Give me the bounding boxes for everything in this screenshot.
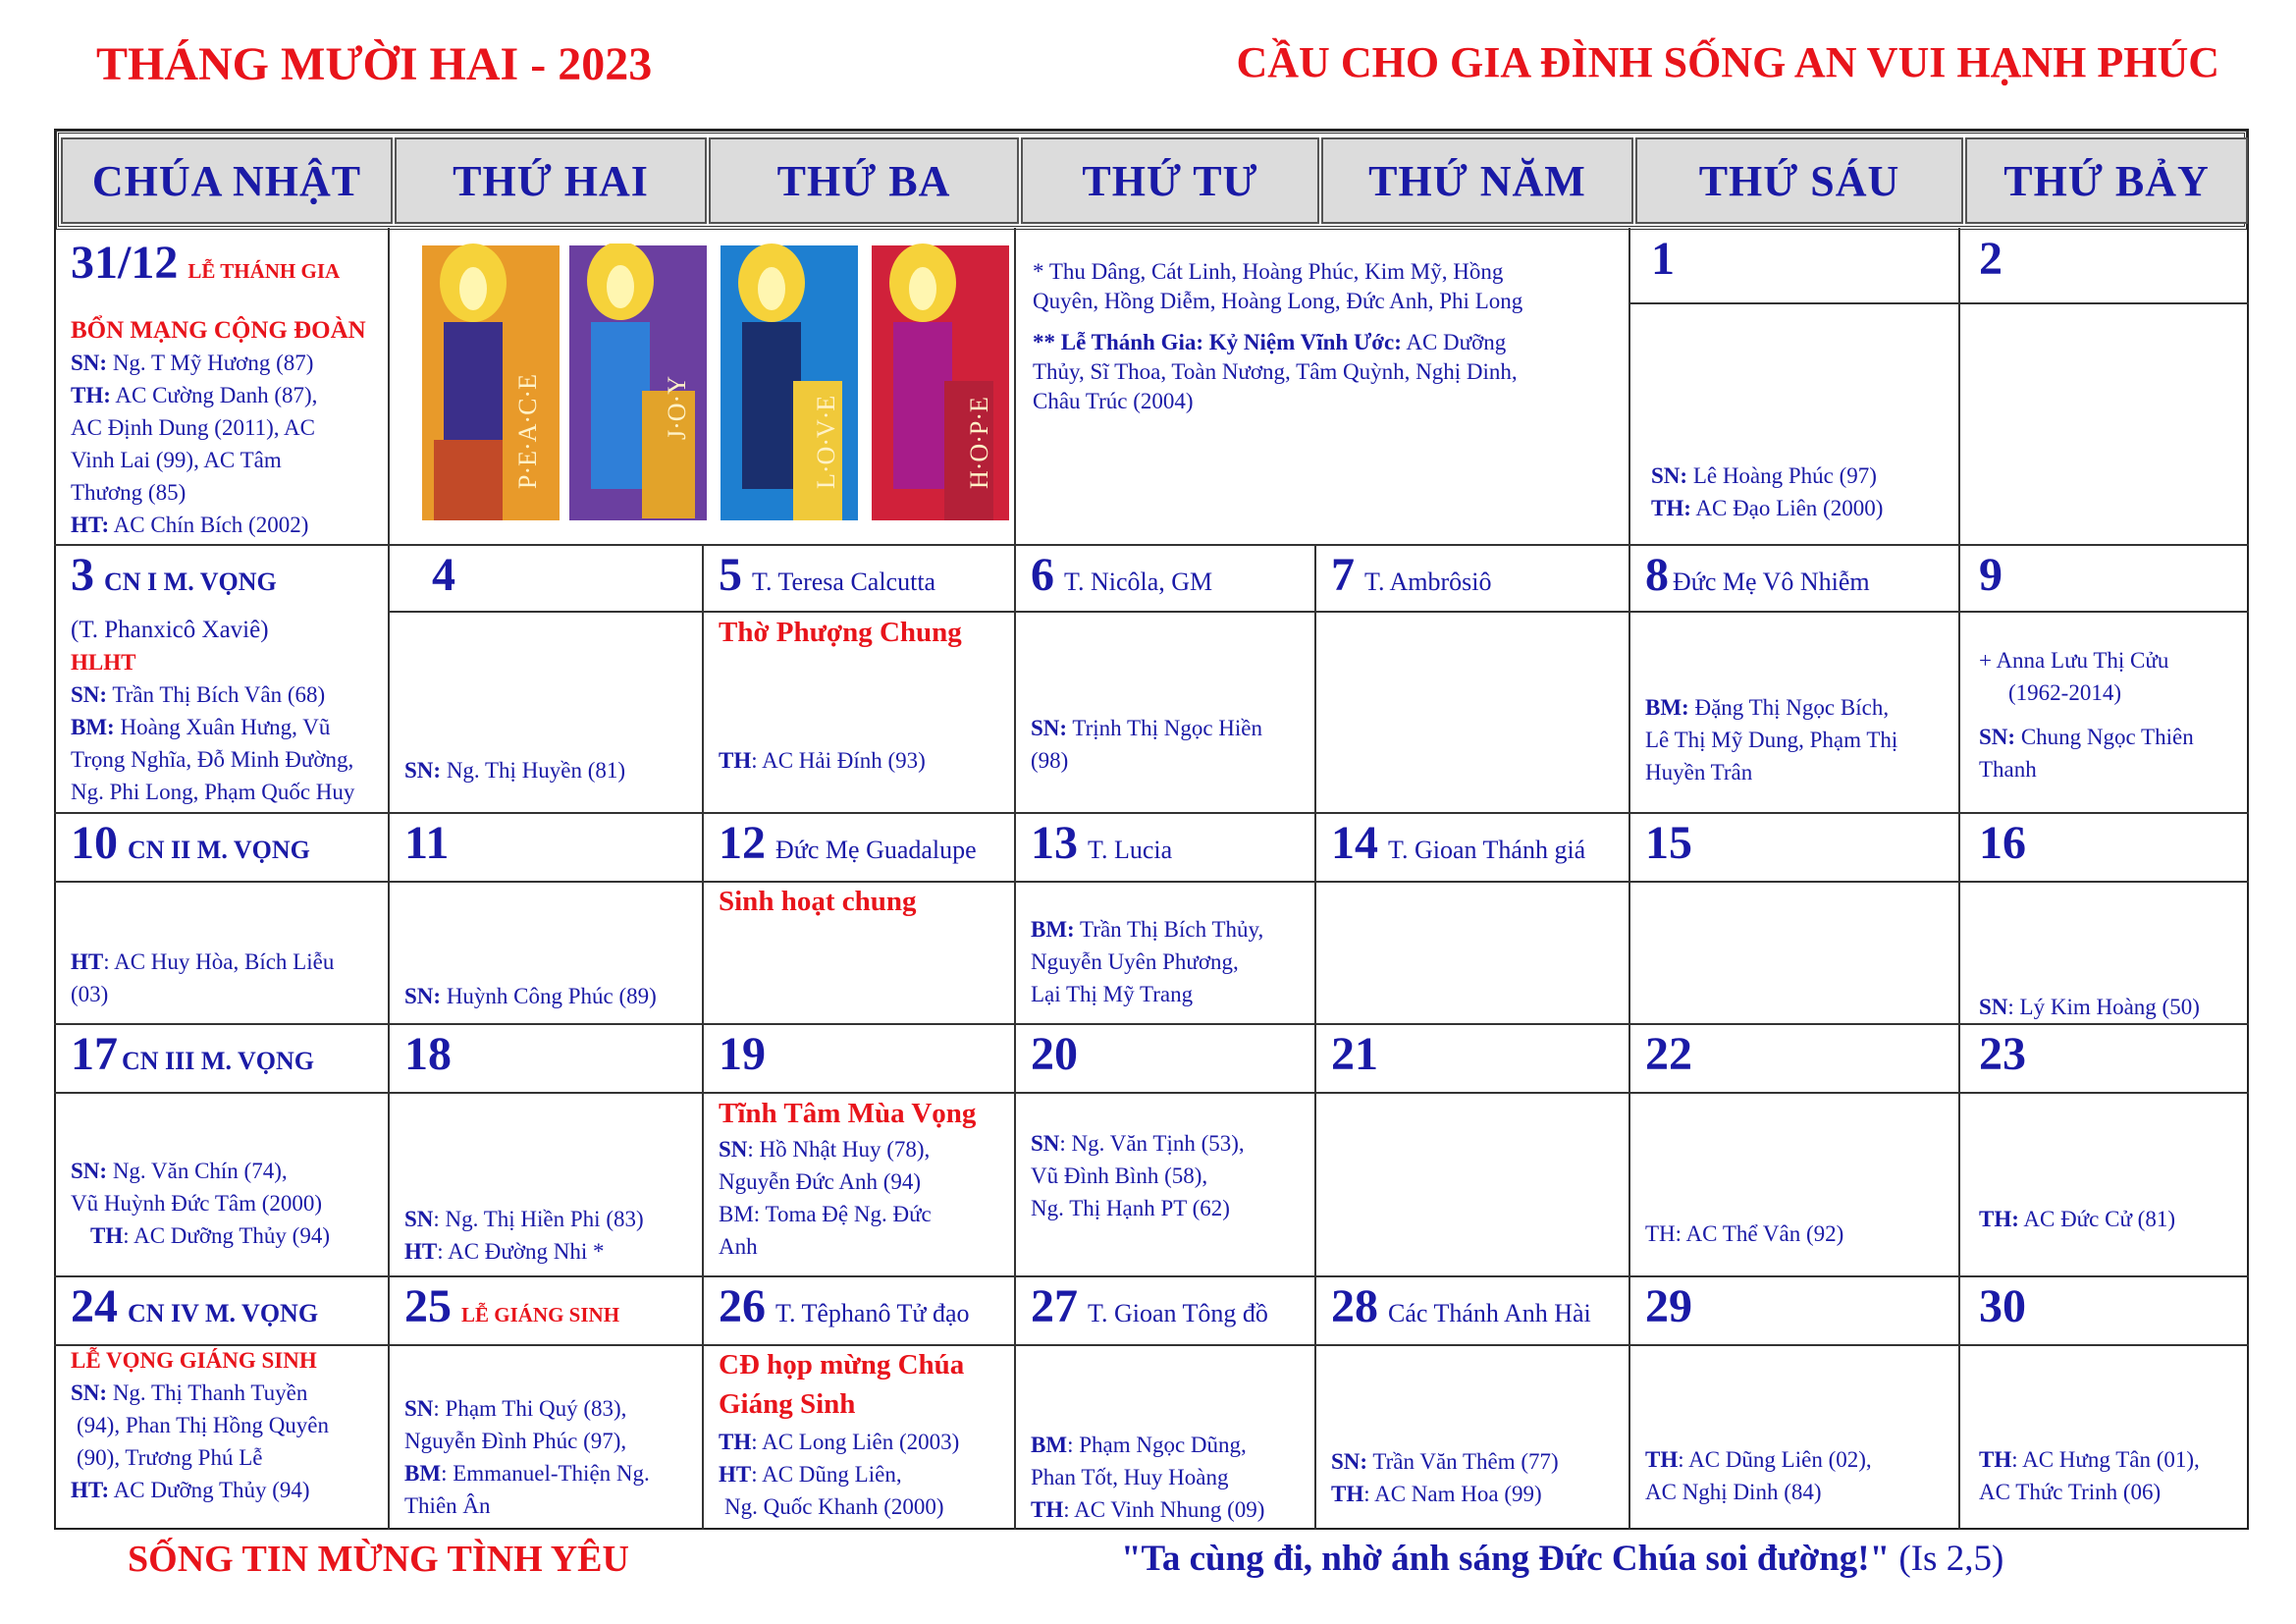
day-cell-30: 30	[1979, 1280, 2026, 1332]
day-cell-4: 4	[432, 549, 455, 601]
day-cell-9: 9	[1979, 549, 2002, 601]
love-word: L·O·V·E	[812, 395, 840, 489]
day-cell-15: 15	[1645, 817, 1692, 869]
divider	[702, 544, 704, 1530]
day-notes-23: TH: AC Đức Cử (81)	[1979, 1207, 2175, 1231]
weekday-wednesday: THỨ TƯ	[1021, 137, 1319, 224]
day-cell-21: 21	[1331, 1028, 1378, 1080]
day-cell-26: 26 T. Têphanô Tử đạo	[719, 1280, 970, 1332]
divider	[54, 881, 2249, 883]
day-notes-5: TH: AC Hải Đính (93)	[719, 748, 926, 773]
day-cell-23: 23	[1979, 1028, 2026, 1080]
day-cell-5: 5 T. Teresa Calcutta	[719, 549, 936, 601]
day-notes-19: SN: Hồ Nhật Huy (78), Nguyễn Đức Anh (94) BM: Toma Đệ Ng. Đức Anh	[719, 1137, 932, 1259]
day-cell-13: 13 T. Lucia	[1031, 817, 1173, 869]
divider	[1629, 302, 2249, 304]
day-notes-29: TH: AC Dũng Liên (02), AC Nghị Dinh (84)	[1645, 1447, 1872, 1504]
divider	[54, 544, 2249, 546]
day-notes-27: BM: Phạm Ngọc Dũng, Phan Tốt, Huy Hoàng TH: AC Vinh Nhung (09)	[1031, 1433, 1265, 1522]
day-cell-8: 8 Đức Mẹ Vô Nhiễm	[1645, 549, 1870, 601]
note-line: TH: AC Cường Danh (87),	[71, 383, 318, 407]
monthly-intention: CẦU CHO GIA ĐÌNH SỐNG AN VUI HẠNH PHÚC	[1236, 38, 2219, 86]
day-cell-29: 29	[1645, 1280, 1692, 1332]
day-notes-22: TH: AC Thể Vân (92)	[1645, 1221, 1844, 1246]
note-line: AC Định Dung (2011), AC	[71, 415, 315, 440]
event-worship: Thờ Phượng Chung	[719, 617, 962, 648]
divider	[54, 812, 2249, 814]
day-notes-31	[71, 314, 385, 541]
day-cell-28: 28 Các Thánh Anh Hài	[1331, 1280, 1591, 1332]
day-cell-22: 22	[1645, 1028, 1692, 1080]
day-notes-11: SN: Huỳnh Công Phúc (89)	[404, 984, 657, 1008]
day-notes-1: SN: Lê Hoàng Phúc (97) TH: AC Đạo Liên (2000)	[1651, 463, 1884, 520]
day-cell-20: 20	[1031, 1028, 1078, 1080]
peace-word: P·E·A·C·E	[513, 374, 542, 489]
advent-candles-image	[414, 244, 1017, 524]
day-cell-27: 27 T. Gioan Tông đồ	[1031, 1280, 1268, 1332]
holy-family-notes	[1033, 257, 1631, 416]
day-number: 2	[1979, 233, 2002, 285]
day-number: 1	[1651, 233, 1675, 285]
month-title: THÁNG MƯỜI HAI - 2023	[96, 38, 653, 90]
note-line: Vinh Lai (99), AC Tâm	[71, 448, 282, 472]
note-line: Thương (85)	[71, 480, 187, 505]
divider	[54, 1023, 2249, 1025]
footer-slogan: SỐNG TIN MỪNG TÌNH YÊU	[128, 1539, 629, 1580]
note-line: SN: Ng. T Mỹ Hương (87)	[71, 351, 314, 375]
day-notes-3: (T. Phanxicô Xaviê) HLHT SN: Trần Thị Bích Vân (68) BM: Hoàng Xuân Hưng, Vũ Trọng Nghĩa, Đỗ Minh Đường, Ng. Phi Long, Phạm Quốc Huy	[71, 617, 355, 804]
day-number: 31/12	[71, 237, 179, 289]
divider	[54, 1092, 2249, 1094]
day-cell-11: 11	[404, 817, 450, 869]
weekday-saturday: THỨ BẢY	[1965, 137, 2248, 224]
note-line: * Thu Dâng, Cát Linh, Hoàng Phúc, Kim Mỹ, Hồng	[1033, 259, 1504, 284]
day-notes-17: SN: Ng. Văn Chín (74), Vũ Huỳnh Đức Tâm (2000) TH: AC Dưỡng Thủy (94)	[71, 1159, 330, 1248]
note-line: Quyên, Hồng Diễm, Hoàng Long, Đức Anh, Phi Long	[1033, 289, 1523, 313]
feast-label: LỄ THÁNH GIA	[187, 259, 341, 283]
day-notes-28: SN: Trần Văn Thêm (77) TH: AC Nam Hoa (99)	[1331, 1449, 1559, 1506]
day-notes-9: + Anna Lưu Thị Cửu (1962-2014) SN: Chung Ngọc Thiên Thanh	[1979, 648, 2194, 782]
note-line: ** Lễ Thánh Gia: Kỷ Niệm Vĩnh Ước: AC Dưỡng	[1033, 330, 1507, 354]
day-notes-6: SN: Trịnh Thị Ngọc Hiền (98)	[1031, 716, 1262, 773]
divider	[388, 611, 2249, 613]
day-cell-2	[1979, 232, 2002, 286]
day-notes-13: BM: Trần Thị Bích Thủy, Nguyễn Uyên Phương, Lại Thị Mỹ Trang	[1031, 917, 1264, 1006]
day-notes-26: TH: AC Long Liên (2003) HT: AC Dũng Liên, Ng. Quốc Khanh (2000)	[719, 1430, 960, 1519]
day-cell-6: 6 T. Nicôla, GM	[1031, 549, 1213, 601]
event-general-meeting: Sinh hoạt chung	[719, 886, 917, 917]
day-notes-16: SN: Lý Kim Hoàng (50)	[1979, 995, 2200, 1019]
day-cell-31	[71, 236, 340, 290]
event-advent-retreat: Tĩnh Tâm Mùa Vọng	[719, 1098, 977, 1129]
weekday-thursday: THỨ NĂM	[1321, 137, 1633, 224]
weekday-friday: THỨ SÁU	[1635, 137, 1963, 224]
footer-quote: "Ta cùng đi, nhờ ánh sáng Đức Chúa soi đường!" (Is 2,5)	[1121, 1539, 2004, 1579]
day-cell-7: 7 T. Ambrôsiô	[1331, 549, 1492, 601]
day-cell-3: 3 CN I M. VỌNG	[71, 549, 277, 601]
event-christmas-party: CĐ họp mừng Chúa Giáng Sinh	[719, 1349, 965, 1420]
note-line: Châu Trúc (2004)	[1033, 389, 1194, 413]
day-cell-16: 16	[1979, 817, 2026, 869]
day-notes-8: BM: Đặng Thị Ngọc Bích, Lê Thị Mỹ Dung, Phạm Thị Huyền Trân	[1645, 695, 1898, 785]
weekday-monday: THỨ HAI	[395, 137, 707, 224]
divider	[1629, 228, 1630, 1530]
divider	[388, 228, 390, 1530]
day-notes-4: SN: Ng. Thị Huyền (81)	[404, 758, 626, 783]
weekday-sunday: CHÚA NHẬT	[61, 137, 393, 224]
day-cell-17: 17 CN III M. VỌNG	[71, 1028, 314, 1080]
day-cell-19: 19	[719, 1028, 766, 1080]
day-cell-10: 10 CN II M. VỌNG	[71, 817, 310, 869]
hope-word: H·O·P·E	[965, 397, 993, 489]
divider	[54, 1275, 2249, 1277]
day-cell-24: 24 CN IV M. VỌNG	[71, 1280, 319, 1332]
day-notes-25: SN: Phạm Thi Quý (83), Nguyễn Đình Phúc (97), BM: Emmanuel-Thiện Ng. Thiên Ân	[404, 1396, 650, 1518]
divider	[1958, 228, 1960, 1530]
day-cell-25: 25 LỄ GIÁNG SINH	[404, 1280, 620, 1332]
day-notes-24: LỄ VỌNG GIÁNG SINH SN: Ng. Thị Thanh Tuyền (94), Phan Thị Hồng Quyên (90), Trương Phú Lễ HT: AC Dưỡng Thủy (94)	[71, 1348, 330, 1502]
day-notes-20: SN: Ng. Văn Tịnh (53), Vũ Đình Bình (58), Ng. Thị Hạnh PT (62)	[1031, 1131, 1245, 1220]
note-line: Thủy, Sĩ Thoa, Toàn Nương, Tâm Quỳnh, Nghị Dinh,	[1033, 359, 1518, 384]
day-notes-18: SN: Ng. Thị Hiền Phi (83) HT: AC Đường Nhi *	[404, 1207, 644, 1264]
day-notes-10: HT: AC Huy Hòa, Bích Liễu (03)	[71, 949, 335, 1006]
day-cell-18: 18	[404, 1028, 452, 1080]
day-cell-1	[1651, 232, 1675, 286]
divider	[1314, 544, 1316, 1530]
day-notes-30: TH: AC Hưng Tân (01), AC Thức Trinh (06)	[1979, 1447, 2200, 1504]
weekday-header-row	[56, 131, 2247, 230]
day-cell-14: 14 T. Gioan Thánh giá	[1331, 817, 1586, 869]
note-line: HT: AC Chín Bích (2002)	[71, 513, 309, 537]
patron-heading: BỔN MẠNG CỘNG ĐOÀN	[71, 317, 366, 344]
day-cell-12: 12 Đức Mẹ Guadalupe	[719, 817, 977, 869]
joy-word: J·O·Y	[663, 376, 691, 440]
weekday-tuesday: THỨ BA	[709, 137, 1019, 224]
